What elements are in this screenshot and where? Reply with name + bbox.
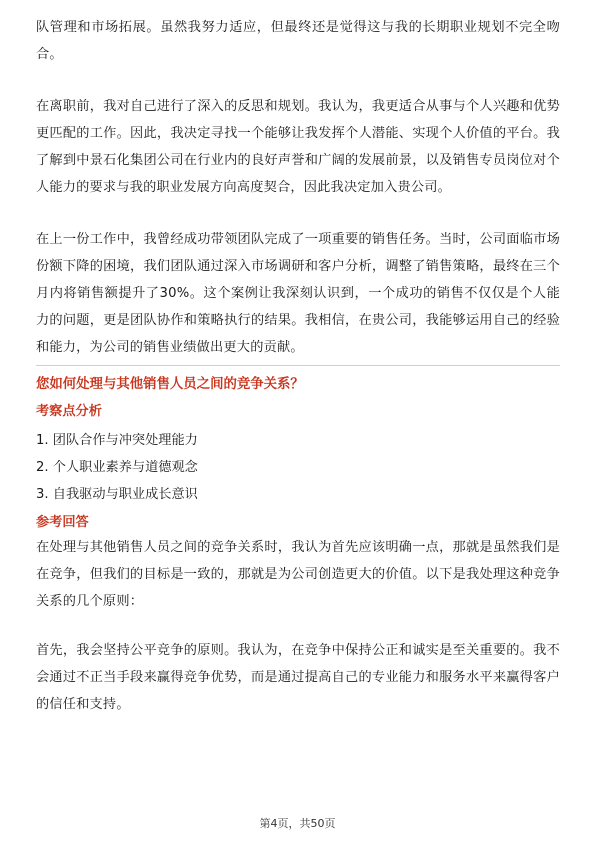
answer-principle-1: 首先，我会坚持公平竞争的原则。我认为，在竞争中保持公正和诚实是至关重要的。我不会通过不正当手段来赢得竞争优势，而是通过提高自己的专业能力和服务水平来赢得客户的信任和支持。 (36, 643, 560, 712)
answer-title: 参考回答 (36, 515, 89, 530)
section-divider (36, 365, 560, 366)
interview-question: 您如何处理与其他销售人员之间的竞争关系？ (36, 377, 304, 392)
focus-title: 考察点分析 (36, 404, 102, 419)
focus-point: 1. 团队合作与冲突处理能力 (36, 433, 198, 448)
answer-intro: 在处理与其他销售人员之间的竞争关系时，我认为首先应该明确一点，那就是虽然我们是在竞争，但我们的目标是一致的，那就是为公司创造更大的价值。以下是我处理这种竞争关系的几个原则： (36, 540, 560, 609)
focus-point: 2. 个人职业素养与道德观念 (36, 460, 198, 475)
page-number: 第4页，共50页 (259, 817, 336, 830)
paragraph-reflection: 在离职前，我对自己进行了深入的反思和规划。我认为，我更适合从事与个人兴趣和优势更匹配的工作。因此，我决定寻找一个能够让我发挥个人潜能、实现个人价值的平台。我了解到中景石化集团公司在行业内的良好声誉和广阔的发展前景，以及销售专员岗位对个人能力的要求与我的职业发展方向高度契合，因此我决定加入贵公司。 (36, 99, 560, 195)
focus-point: 3. 自我驱动与职业成长意识 (36, 487, 198, 502)
focus-points-list (36, 427, 560, 508)
paragraph-continuation: 队管理和市场拓展。虽然我努力适应，但最终还是觉得这与我的长期职业规划不完全吻合。 (36, 20, 560, 62)
paragraph-case-study: 在上一份工作中，我曾经成功带领团队完成了一项重要的销售任务。当时，公司面临市场份额下降的困境，我们团队通过深入市场调研和客户分析，调整了销售策略，最终在三个月内将销售额提升了30%。这个案例让我深刻认识到，一个成功的销售不仅仅是个人能力的问题，更是团队协作和策略执行的结果。我相信，在贵公司，我能够运用自己的经验和能力，为公司的销售业绩做出更大的贡献。 (36, 232, 560, 355)
page-content (36, 14, 560, 718)
